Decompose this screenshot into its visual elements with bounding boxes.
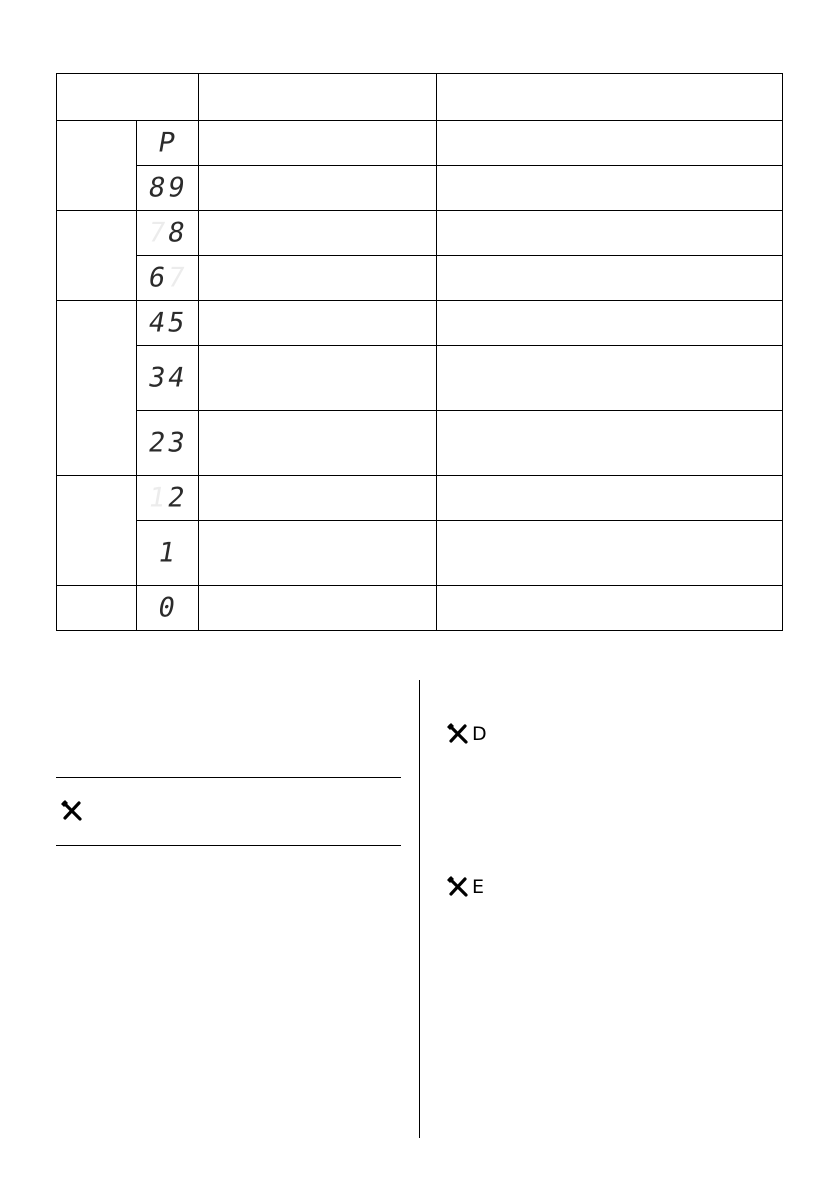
tool-symbol-left [60,800,84,822]
table-row [57,346,783,411]
header-cell-2 [199,74,437,121]
display-cell [137,121,199,166]
table-cell [199,256,437,301]
table-row [57,301,783,346]
segment-digit: 2 [164,482,190,514]
display-cell [137,346,199,411]
segment-digit: 5 [164,307,190,339]
table-cell [199,586,437,631]
segment-digit: 9 [164,172,190,204]
table-cell [199,301,437,346]
tool-symbol-d [446,723,487,745]
table-cell [437,301,783,346]
horizontal-rule-bottom [56,845,401,846]
segment-digit: 1 [155,537,180,569]
group-cell-1 [57,121,137,211]
table-header-row [57,74,783,121]
table-cell [437,411,783,476]
tool-letter-e: E [472,875,485,898]
segment-digit: 4 [145,307,171,339]
table-cell [199,211,437,256]
segment-display [155,537,180,569]
table-row [57,121,783,166]
segment-display [145,262,190,294]
display-cell [137,301,199,346]
tool-symbol-e [446,876,484,898]
segment-digit: 4 [164,362,190,394]
group-cell-2 [57,211,137,301]
table-cell [199,411,437,476]
segment-display [155,592,180,624]
wrench-screwdriver-icon [446,876,470,898]
segment-digit: 3 [164,427,190,459]
group-cell-3 [57,301,137,476]
segment-digit: 6 [145,262,171,294]
segment-display [145,217,190,249]
table-cell [437,121,783,166]
segment-display [145,427,190,459]
table-row [57,521,783,586]
display-cell [137,211,199,256]
segment-digit: 7 [164,262,190,294]
segment-digit: 2 [145,427,171,459]
table-cell [199,166,437,211]
segment-digit: 7 [145,217,171,249]
wrench-screwdriver-icon [446,723,470,745]
segment-digit: 1 [145,482,171,514]
segment-display [145,362,190,394]
display-cell [137,586,199,631]
segment-digit: 8 [164,217,190,249]
table-cell [437,166,783,211]
segment-digit: 0 [155,592,180,624]
header-cell-display [57,74,199,121]
display-cell [137,256,199,301]
display-cell [137,521,199,586]
segment-digit: P [155,127,180,159]
display-cell [137,411,199,476]
table-row [57,411,783,476]
tool-letter-d: D [472,722,487,745]
table-cell [199,521,437,586]
header-cell-3 [437,74,783,121]
display-cell [137,476,199,521]
table-cell [199,476,437,521]
column-divider [419,680,420,1138]
table-cell [437,476,783,521]
table-row [57,586,783,631]
segment-display [145,307,190,339]
table-row [57,211,783,256]
table-row [57,256,783,301]
horizontal-rule-top [56,777,401,778]
wrench-screwdriver-icon [60,800,84,822]
table-row [57,476,783,521]
group-cell-4 [57,476,137,586]
display-cell [137,166,199,211]
table-cell [199,346,437,411]
table-cell [199,121,437,166]
table-cell [437,586,783,631]
table-cell [437,256,783,301]
table-cell [437,346,783,411]
group-cell-5 [57,586,137,631]
segment-display [145,172,190,204]
table-cell [437,521,783,586]
segment-display [145,482,190,514]
segment-digit: 8 [145,172,171,204]
settings-table [56,73,783,631]
table-cell [437,211,783,256]
table-row [57,166,783,211]
segment-digit: 3 [145,362,171,394]
segment-display [155,127,180,159]
